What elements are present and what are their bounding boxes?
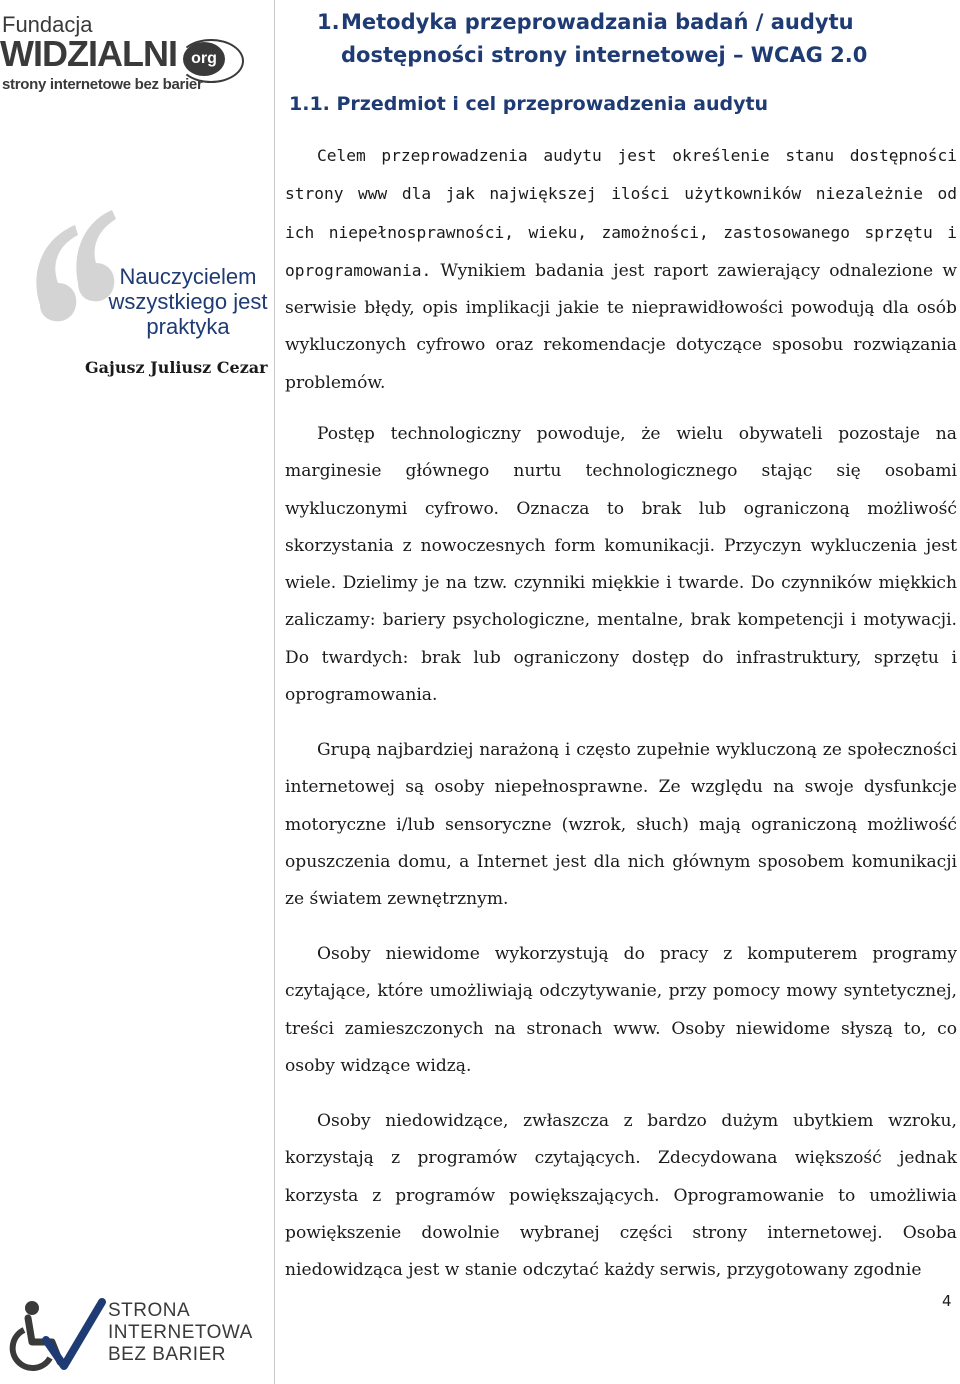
paragraph-3: Grupą najbardziej narażoną i często zupełnie wykluczoną ze społeczności internetowej są osoby niepełnosprawne. Ze względu na swoje dysfunkcje motoryczne i/lub sensoryczne (wzrok, słuch) mają ograniczoną możliwość opuszczenia domu, a Internet jest dla nich głównym sposobem komunikacji ze światem zewnętrznym. <box>285 740 957 910</box>
chapter-heading <box>317 6 937 72</box>
strona-bez-barier-logo-text <box>108 1300 253 1366</box>
logo-tagline: strony internetowe bez barier <box>2 76 203 93</box>
quote-author: Gajusz Juliusz Cezar <box>85 358 268 377</box>
accessibility-check-icon <box>6 1296 106 1372</box>
sidebar-divider <box>274 0 275 1384</box>
logo-bottom-line2: INTERNETOWA <box>108 1322 253 1343</box>
paragraph-2: Postęp technologiczny powoduje, że wielu obywateli pozostaje na marginesie głównego nurtu technologicznego stając się osobami wykluczonymi cyfrowo. Oznacza to brak lub ograniczoną możliwość skorzystania z nowoczesnych form komunikacji. Przyczyn wykluczenia jest wiele. Dzielimy je na tzw. czynniki miękkie i twarde. Do czynników miękkich zaliczamy: bariery psychologiczne, mentalne, brak kompetencji i motywacji. Do twardych: brak lub ograniczony dostęp do infrastruktury, sprzętu i oprogramowania. <box>285 424 957 706</box>
paragraph-5: Osoby niedowidzące, zwłaszcza z bardzo dużym ubytkiem wzroku, korzystają z programów czytających. Zdecydowana większość jednak korzysta z programów powiększających. Oprogramowanie to umożliwia powiększenie dowolnie wybranej części strony internetowej. Osoba niedowidząca jest w stanie odczytać każdy serwis, przygotowany zgodnie <box>285 1111 957 1281</box>
sidebar <box>0 0 275 1384</box>
quote-marks-icon <box>30 205 120 355</box>
quote-text: Nauczycielem wszystkiego jest praktyka <box>108 264 268 339</box>
paragraph-4: Osoby niewidome wykorzystują do pracy z komputerem programy czytające, które umożliwiają odczytywanie, przy pomocy mowy syntetycznej, treści zamieszczonych na stronach www. Osoby niewidome słyszą to, co osoby widzące widzą. <box>285 944 957 1076</box>
chapter-title: Metodyka przeprowadzania badań / audytu dostępności strony internetowej – WCAG 2.0 <box>341 10 868 67</box>
chapter-number: 1. <box>317 10 340 34</box>
logo-line-widzialni: WIDZIALNI <box>0 33 177 74</box>
page-number: 4 <box>942 1292 952 1310</box>
fundacja-widzialni-logo <box>0 8 262 100</box>
paragraph-1 <box>285 137 957 402</box>
logo-line-fundacja: Fundacja <box>2 12 93 37</box>
logo-bottom-line1: STRONA <box>108 1300 191 1321</box>
paragraph-1-part-serif: Wynikiem badania jest raport zawierający odnalezione w serwisie błędy, opis implikacji jakie te nieprawidłowości powodują dla osób wykluczonych cyfrowo oraz rekomendacje dotyczące sposobu rozwiązania problemów. <box>285 260 957 393</box>
logo-org-badge: org <box>183 42 225 76</box>
section-heading: 1.1. Przedmiot i cel przeprowadzenia audytu <box>289 93 769 115</box>
logo-bottom-line3: BEZ BARIER <box>108 1344 226 1365</box>
paragraph-1-part-mono: Celem przeprowadzenia audytu jest określenie stanu dostępności strony www dla jak największej ilości użytkowników niezależnie od ich niepełnosprawności, wieku, zamożności, zastosowanego sprzętu i oprogramowania. <box>285 146 957 280</box>
